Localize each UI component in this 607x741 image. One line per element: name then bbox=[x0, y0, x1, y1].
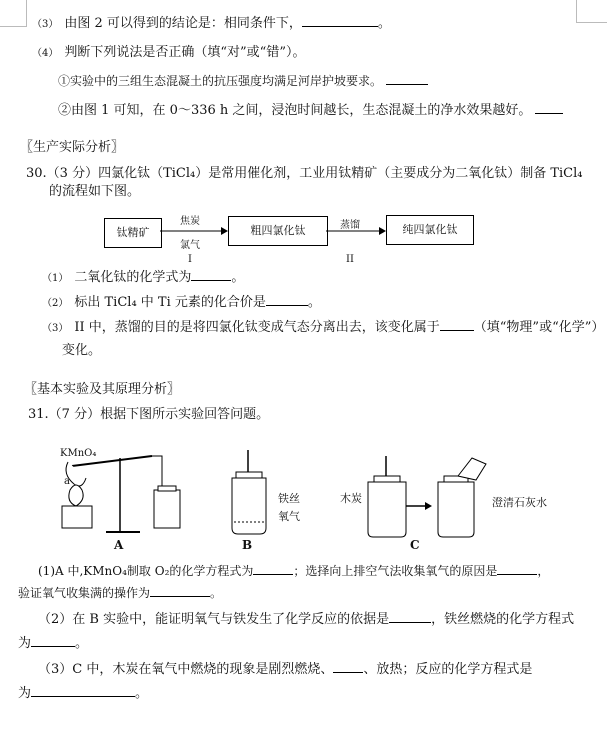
answer-blank[interactable] bbox=[31, 634, 75, 647]
alcohol-lamp bbox=[62, 506, 92, 528]
apparatus-c-illustration bbox=[362, 456, 492, 538]
item-number: （2） bbox=[42, 298, 69, 309]
question-text: ，铁丝燃烧的化学方程式 bbox=[431, 612, 575, 627]
label-a: a bbox=[64, 476, 70, 487]
punct: 。 bbox=[307, 295, 321, 310]
answer-blank[interactable] bbox=[333, 660, 363, 673]
flow-reagent-distill: 蒸馏 bbox=[340, 220, 360, 231]
label-limewater: 澄清石灰水 bbox=[492, 496, 547, 509]
page-corner-mark-right bbox=[576, 0, 607, 23]
flow-step-1: I bbox=[188, 254, 192, 265]
q30-item3 bbox=[42, 318, 604, 338]
q29-item3 bbox=[32, 14, 391, 34]
item-number: （3） bbox=[32, 19, 59, 30]
section-heading-basic-experiments: 〖基本实验及其原理分析〗 bbox=[24, 382, 181, 397]
item-number: （3） bbox=[42, 323, 69, 334]
apparatus-b-illustration bbox=[226, 450, 276, 536]
answer-blank[interactable] bbox=[389, 610, 431, 623]
section-heading-production: 〖生产实际分析〗 bbox=[20, 140, 125, 155]
question-text: （3）C 中，木炭在氧气中燃烧的现象是剧烈燃烧、 bbox=[38, 662, 334, 677]
answer-blank[interactable] bbox=[150, 584, 210, 597]
question-text: 判断下列说法是否正确（填“对”或“错”）。 bbox=[64, 45, 306, 60]
punct: 。 bbox=[75, 636, 89, 651]
label-kmno4: KMnO₄ bbox=[60, 448, 97, 459]
punct: 。 bbox=[377, 16, 391, 31]
label-apparatus-B: B bbox=[242, 538, 253, 552]
arrow-head bbox=[425, 502, 432, 510]
q31-part2-line1 bbox=[38, 610, 574, 629]
flow-step-2: II bbox=[346, 254, 354, 265]
punct: 。 bbox=[231, 270, 245, 285]
question-text: 二氧化钛的化学式为 bbox=[74, 270, 192, 285]
answer-blank[interactable] bbox=[253, 562, 293, 575]
q30-item3-line2: 变化。 bbox=[62, 343, 102, 358]
answer-blank[interactable] bbox=[497, 562, 537, 575]
question-text: 为 bbox=[18, 636, 32, 651]
gas-jar-c1 bbox=[368, 482, 406, 537]
statement-text: ①实验中的三组生态混凝土的抗压强度均满足河岸护坡要求。 bbox=[58, 74, 383, 88]
q31-part3-line1 bbox=[38, 660, 532, 679]
page-corner-mark-left bbox=[0, 0, 27, 27]
statement-text: ②由图 1 可知，在 0～336 h 之间，浸泡时间越长，生态混凝土的净水效果越好。 bbox=[58, 103, 532, 118]
gas-jar-neck bbox=[158, 486, 176, 491]
q31-part1-line1 bbox=[38, 562, 549, 580]
gas-jar-b bbox=[232, 478, 266, 534]
answer-blank[interactable] bbox=[386, 72, 428, 85]
gas-jar bbox=[154, 490, 180, 528]
question-text: 标出 TiCl₄ 中 Ti 元素的化合价是 bbox=[74, 295, 266, 310]
q30-item1 bbox=[42, 268, 244, 288]
answer-blank[interactable] bbox=[31, 684, 135, 697]
flow-box-pure-ticl4: 纯四氯化钛 bbox=[386, 215, 474, 245]
alcohol-lamp-flame bbox=[69, 485, 83, 506]
label-apparatus-C: C bbox=[410, 538, 420, 552]
question-text: (1)A 中,KMnO₄制取 O₂的化学方程式为 bbox=[38, 564, 254, 578]
q30-stem-line2: 的流程如下图。 bbox=[49, 184, 141, 199]
flow-reagent-coke: 焦炭 bbox=[180, 216, 200, 227]
item-number: （1） bbox=[42, 273, 69, 284]
question-text: （2）在 B 实验中，能证明氧气与铁发生了化学反应的依据是 bbox=[38, 612, 390, 627]
apparatus-a-illustration bbox=[50, 448, 200, 538]
jar-neck-c1 bbox=[374, 476, 400, 482]
q30-stem-line1: 30.（3 分）四氯化钛（TiCl₄）是常用催化剂，工业用钛精矿（主要成分为二氧化钛）制备 TiCl₄ bbox=[26, 166, 583, 181]
limewater-beaker bbox=[458, 458, 486, 480]
question-text: 由图 2 可以得到的结论是：相同条件下， bbox=[64, 16, 302, 31]
item-number: （4） bbox=[32, 48, 59, 59]
q29-item4 bbox=[32, 44, 305, 63]
question-text-hint: （填“物理”或“化学”） bbox=[473, 320, 605, 335]
answer-blank[interactable] bbox=[266, 293, 308, 306]
flow-arrow-2-head bbox=[379, 227, 386, 235]
q31-part2-line2 bbox=[18, 634, 88, 653]
question-text: 、放热；反应的化学方程式是 bbox=[363, 662, 533, 677]
jar-neck bbox=[236, 472, 262, 478]
punct: 。 bbox=[135, 686, 149, 701]
question-text: II 中，蒸馏的目的是将四氯化钛变成气态分离出去，该变化属于 bbox=[74, 320, 440, 335]
label-apparatus-A: A bbox=[114, 538, 124, 552]
answer-blank[interactable] bbox=[535, 101, 563, 114]
answer-blank[interactable] bbox=[191, 268, 231, 281]
q31-part1-line2 bbox=[18, 584, 222, 602]
q29-statement-1 bbox=[58, 72, 428, 90]
q31-title: 31.（7 分）根据下图所示实验回答问题。 bbox=[28, 407, 270, 422]
answer-blank[interactable] bbox=[440, 318, 474, 331]
punct: 。 bbox=[210, 586, 223, 600]
question-text: 验证氧气收集满的操作为 bbox=[18, 586, 151, 600]
gas-jar-c2 bbox=[438, 482, 474, 537]
q30-item2 bbox=[42, 293, 321, 313]
flow-arrow-1-head bbox=[221, 227, 228, 235]
flow-box-crude-ticl4: 粗四氯化钛 bbox=[228, 216, 328, 246]
q31-part3-line2 bbox=[18, 684, 148, 703]
question-text: ；选择向上排空气法收集氧气的原因是 bbox=[293, 564, 498, 578]
answer-blank[interactable] bbox=[302, 14, 378, 27]
q29-statement-2 bbox=[58, 101, 563, 120]
question-text: 为 bbox=[18, 686, 32, 701]
punct: ， bbox=[537, 564, 550, 578]
flow-reagent-chlorine: 氯气 bbox=[180, 240, 200, 251]
label-iron-wire: 铁丝 bbox=[278, 492, 300, 505]
flow-box-titanium-ore: 钛精矿 bbox=[104, 218, 162, 248]
label-oxygen: 氧气 bbox=[278, 510, 300, 523]
label-charcoal: 木炭 bbox=[340, 492, 362, 505]
